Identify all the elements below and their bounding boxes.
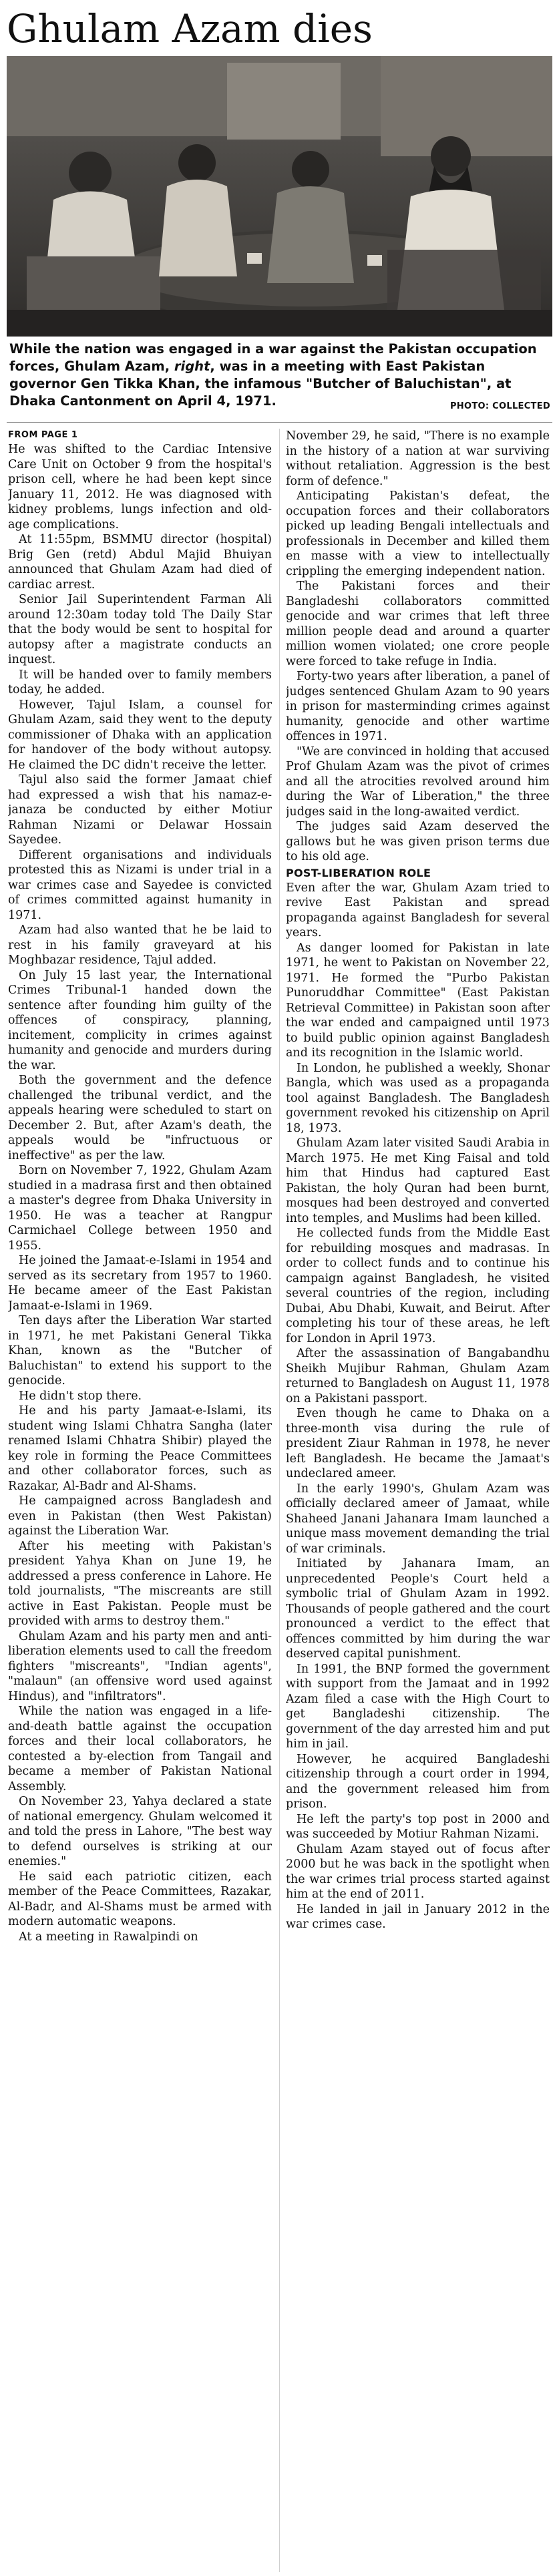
archival-photo — [7, 56, 552, 337]
article-paragraph: He and his party Jamaat-e-Islami, its student wing Islami Chhatra Sangha (later renamed Islami Chhatra Shibir) played the key role in forming the Peace Committees and other collaborator forces, such as Razakar, Al-Badr and Al-Shams. — [8, 1404, 272, 1493]
article-paragraph: Both the government and the defence challenged the tribunal verdict, and the appeals hearing were scheduled to start on December 2. But, after Azam's death, the appeals would be "infructuous or ineffective" as per the law. — [8, 1074, 272, 1162]
article-paragraph: After the assassination of Bangabandhu Sheikh Mujibur Rahman, Ghulam Azam returned to Bangladesh on August 11, 1978 on a Pakistani passport. — [286, 1347, 550, 1406]
article-paragraph: Ten days after the Liberation War started in 1971, he met Pakistani General Tikka Khan, known as the "Butcher of Baluchistan" to extend his support to the genocide. — [8, 1314, 272, 1387]
photo-credit: PHOTO: COLLECTED — [449, 401, 550, 411]
headline: Ghulam Azam dies — [7, 6, 373, 51]
article-paragraph: However, he acquired Bangladeshi citizenship through a court order in 1994, and the government released him from prison. — [286, 1752, 550, 1811]
article-paragraph: While the nation was engaged in a life-and-death battle against the occupation forces and their local collaborators, he contested a by-election from Tangail and became a member of Pakistan National Assembly. — [8, 1705, 272, 1793]
article-paragraph: The judges said Azam deserved the gallows but he was given prison terms due to his old age. — [286, 820, 550, 863]
article-paragraph: At a meeting in Rawalpindi on — [19, 1930, 198, 1944]
article-paragraph: Born on November 7, 1922, Ghulam Azam studied in a madrasa first and then obtained a master's degree from Dhaka University in 1950. He was a teacher at Rangpur Carmichael College between 1950 and 1955. — [8, 1164, 272, 1253]
article-paragraph: Ghulam Azam stayed out of focus after 2000 but he was back in the spotlight when the war crimes trial process started against him at the end of 2011. — [286, 1842, 550, 1901]
article-paragraph: Azam had also wanted that he be laid to rest in his family graveyard at his Moghbazar residence, Tajul added. — [8, 923, 272, 967]
article-paragraph: He didn't stop there. — [19, 1389, 142, 1403]
article-paragraph: However, Tajul Islam, a counsel for Ghulam Azam, said they went to the deputy commissioner of Dhaka with an application for handover of the body without autopsy. He claimed the DC didn't receive the letter. — [8, 698, 272, 772]
article-paragraph: Anticipating Pakistan's defeat, the occupation forces and their collaborators picked up leading Bengali intellectuals and professionals in December and killed them en masse with a view to intellectually crippling the emerging independent nation. — [286, 489, 550, 578]
article-paragraph: Tajul also said the former Jamaat chief had expressed a wish that his namaz-e-janaza be conducted by either Motiur Rahman Nizami or Delawar Hossain Sayedee. — [8, 773, 272, 847]
meeting-photo-icon — [7, 56, 552, 337]
article-column-left — [8, 429, 272, 2572]
article-paragraph: He landed in jail in January 2012 in the war crimes case. — [286, 1902, 550, 1931]
article-paragraph: After his meeting with Pakistan's president Yahya Khan on June 19, he addressed a press conference in Lahore. He told journalists, "The miscreants are still active in East Pakistan. People must be provided with arms to destroy them." — [8, 1539, 272, 1628]
article-paragraph: Forty-two years after liberation, a panel of judges sentenced Ghulam Azam to 90 years in prison for masterminding crimes against humanity, genocide and other wartime offences in 1971. — [286, 670, 550, 743]
article-paragraph: Senior Jail Superintendent Farman Ali around 12:30am today told The Daily Star that the body would be sent to hospital for autopsy after a magistrate conducts an inquest. — [8, 593, 272, 666]
article-paragraph: He left the party's top post in 2000 and was succeeded by Motiur Rahman Nizami. — [286, 1812, 550, 1841]
article-paragraph: Initiated by Jahanara Imam, an unprecedented People's Court held a symbolic trial of Ghulam Azam in 1992. Thousands of people gathered and the court pronounced a verdict to the effect that offences committed by him during the war deserved capital punishment. — [286, 1557, 550, 1661]
section-rule — [7, 422, 552, 423]
continuation-kicker: FROM PAGE 1 — [8, 430, 78, 440]
article-column-right — [286, 429, 550, 2572]
article-paragraph: He was shifted to the Cardiac Intensive Care Unit on October 9 from the hospital's prison cell, where he had been kept since January 11, 2012. He was diagnosed with kidney problems, lungs infection and old-age complications. — [8, 443, 272, 531]
photo-caption — [9, 341, 550, 415]
article-paragraph: Different organisations and individuals protested this as Nizami is under trial in a war crimes case and Sayedee is convicted of crimes committed against humanity in 1971. — [8, 848, 272, 922]
article-paragraph: In 1991, the BNP formed the government with support from the Jamaat and in 1992 Azam filed a case with the High Court to get Bangladeshi citizenship. The government of the day arrested him and put him in jail. — [286, 1662, 550, 1751]
article-paragraph: On July 15 last year, the International Crimes Tribunal-1 handed down the sentence after founding him guilty of the offences of conspiracy, planning, incitement, complicity in crimes against humanity and genocide and murders during the war. — [8, 968, 272, 1072]
article-paragraph: Even though he came to Dhaka on a three-month visa during the rule of president Ziaur Rahman in 1978, he never left Bangladesh. He became the Jamaat's undeclared ameer. — [286, 1407, 550, 1480]
article-paragraph: He collected funds from the Middle East for rebuilding mosques and madrasas. In order to collect funds and to continue his campaign against Bangladesh, he visited several countries of the region, including Dubai, Abu Dhabi, Kuwait, and Beirut. After completing his tour of these areas, he left for London in April 1973. — [286, 1227, 550, 1345]
article-paragraph: Ghulam Azam and his party men and anti-liberation elements used to call the freedom fighters "miscreants", "Indian agents", "malaun" (an offensive word used against Hindus), and "infiltrators". — [8, 1629, 272, 1703]
article-paragraph: It will be handed over to family members today, he added. — [8, 668, 272, 696]
article-paragraph: "We are convinced in holding that accused Prof Ghulam Azam was the pivot of crimes and all the atrocities revolved around him during the War of Liberation," the three judges said in the long-awaited verdict. — [286, 744, 550, 819]
caption-text-1: While the nation was engaged in a war against the Pakistan occupation forces, Ghulam Azam, — [9, 341, 537, 374]
article-paragraph: He joined the Jamaat-e-Islami in 1954 and served as its secretary from 1957 to 1960. He became ameer of the East Pakistan Jamaat-e-Islami in 1969. — [8, 1254, 272, 1313]
article-paragraph: As danger loomed for Pakistan in late 1971, he went to Pakistan on November 22, 1971. He formed the "Purbo Pakistan Punoruddhar Committee" (East Pakistan Retrieval Committee) in Pakistan soon after the war ended and campaigned until 1973 to build public opinion against Bangladesh and its recognition in the Islamic world. — [286, 941, 550, 1060]
article-paragraph: On November 23, Yahya declared a state of national emergency. Ghulam welcomed it and told the press in Lahore, "The best way to defend ourselves is striking at our enemies." — [8, 1795, 272, 1868]
section-subhead: POST-LIBERATION ROLE — [286, 866, 431, 879]
article-paragraph: The Pakistani forces and their Bangladeshi collaborators committed genocide and war crimes that left three million people dead and around a quarter million women violated; one crore people were forced to take refuge in India. — [286, 580, 550, 668]
article-paragraph: At 11:55pm, BSMMU director (hospital) Brig Gen (retd) Abdul Majid Bhuiyan announced that Ghulam Azam had died of cardiac arrest. — [8, 533, 272, 592]
article-paragraph: November 29, he said, "There is no example in the history of a nation at war surviving without retaliation. Aggression is the best form of defence." — [286, 429, 550, 488]
column-divider — [279, 429, 280, 2572]
article-paragraph: In the early 1990's, Ghulam Azam was officially declared ameer of Jamaat, while Shaheed Janani Jahanara Imam launched a unique mass movement demanding the trial of war criminals. — [286, 1482, 550, 1556]
article-paragraph: He campaigned across Bangladesh and even in Pakistan (then West Pakistan) against the Liberation War. — [8, 1494, 272, 1538]
caption-italic: right — [174, 359, 210, 374]
article-paragraph: He said each patriotic citizen, each member of the Peace Committees, Razakar, Al-Badr, and Al-Shams must be armed with modern automatic weapons. — [8, 1870, 272, 1928]
article-paragraph: Ghulam Azam later visited Saudi Arabia in March 1975. He met King Faisal and told him that Hindus had captured East Pakistan, the holy Quran had been burnt, mosques had been destroyed and converted into temples, and Muslims had been killed. — [286, 1136, 550, 1225]
article-paragraph: Even after the war, Ghulam Azam tried to revive East Pakistan and spread propaganda against Bangladesh for several years. — [286, 881, 550, 939]
caption-text-2: , was in a meeting with East Pakistan governor Gen Tikka Khan, the infamous "Butcher of Baluchistan", at Dhaka Cantonment on April 4, 1971. — [9, 359, 512, 409]
article-paragraph: In London, he published a weekly, Shonar Bangla, which was used as a propaganda tool against Bangladesh. The Bangladesh government revoked his citizenship on April 18, 1973. — [286, 1061, 550, 1135]
